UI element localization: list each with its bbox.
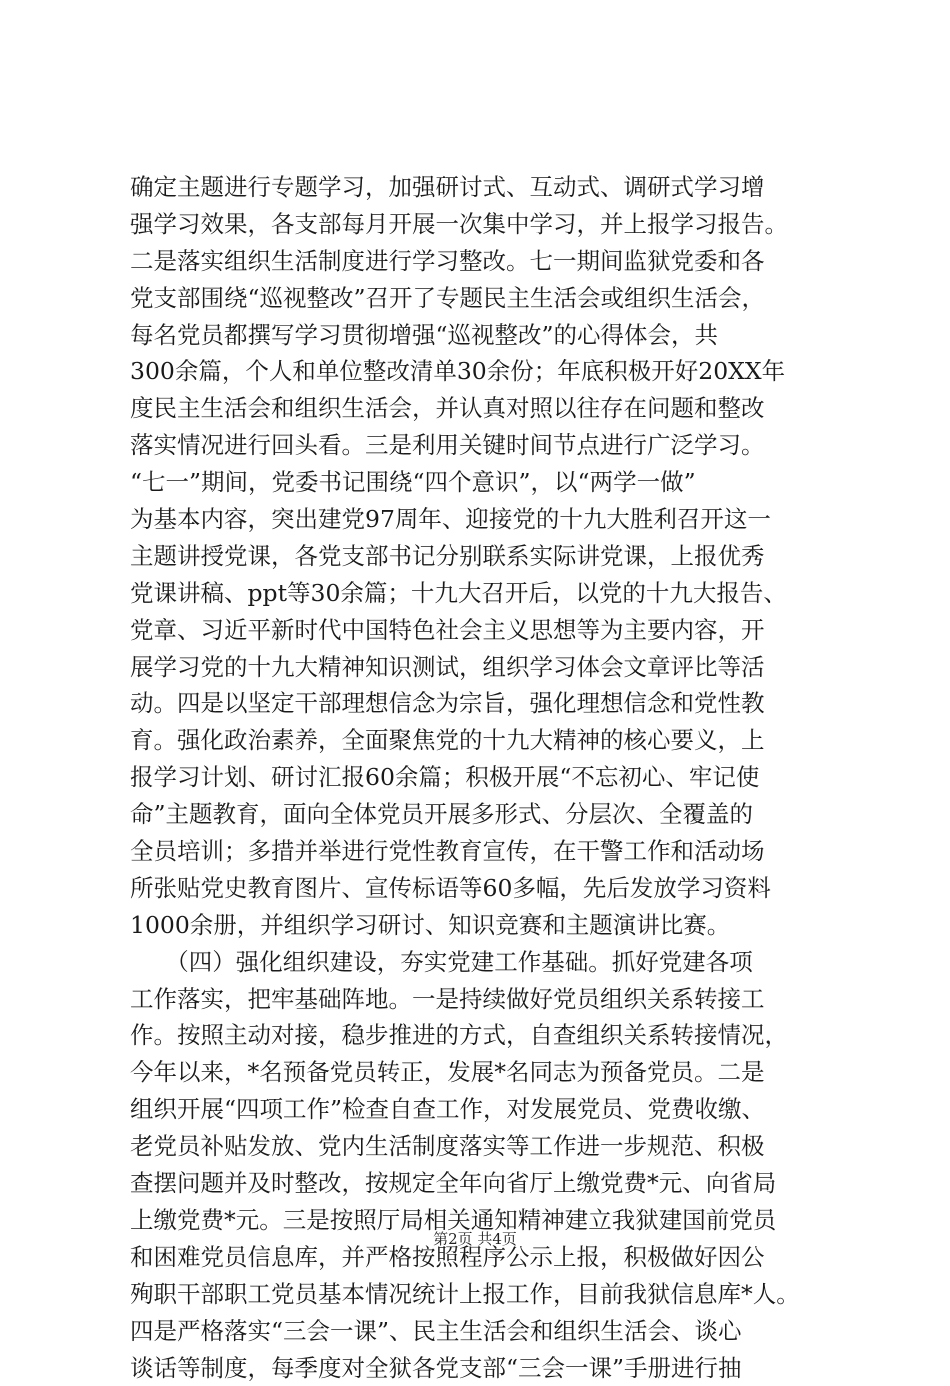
text-line: 党支部围绕“巡视整改”召开了专题民主生活会或组织生活会， [130, 280, 830, 317]
text-line: 每名党员都撰写学习贯彻增强“巡视整改”的心得体会，共 [130, 317, 830, 354]
text-line: 党章、习近平新时代中国特色社会主义思想等为主要内容，开 [130, 612, 830, 649]
text-line: 查摆问题并及时整改，按规定全年向省厅上缴党费*元、向省局 [130, 1165, 830, 1202]
text-line: 度民主生活会和组织生活会，并认真对照以往存在问题和整改 [130, 390, 830, 427]
text-line: 殉职干部职工党员基本情况统计上报工作，目前我狱信息库*人。 [130, 1276, 830, 1313]
text-line: 谈话等制度，每季度对全狱各党支部“三会一课”手册进行抽 [130, 1350, 830, 1386]
text-line: 确定主题进行专题学习，加强研讨式、互动式、调研式学习增 [130, 169, 830, 206]
text-line: 组织开展“四项工作”检查自查工作，对发展党员、党费收缴、 [130, 1091, 830, 1128]
text-line: 落实情况进行回头看。三是利用关键时间节点进行广泛学习。 [130, 427, 830, 464]
text-line: 党课讲稿、ppt等30余篇；十九大召开后，以党的十九大报告、 [130, 575, 830, 612]
text-line: 二是落实组织生活制度进行学习整改。七一期间监狱党委和各 [130, 243, 830, 280]
text-line: 展学习党的十九大精神知识测试，组织学习体会文章评比等活 [130, 649, 830, 686]
text-line: 和困难党员信息库，并严格按照程序公示上报，积极做好因公 [130, 1239, 830, 1276]
text-line: 动。四是以坚定干部理想信念为宗旨，强化理想信念和党性教 [130, 685, 830, 722]
page-number: 第2页 共4页 [433, 1230, 517, 1248]
text-line: 为基本内容，突出建党97周年、迎接党的十九大胜利召开这一 [130, 501, 830, 538]
text-line: 育。强化政治素养，全面聚焦党的十九大精神的核心要义，上 [130, 722, 830, 759]
text-line: 报学习计划、研讨汇报60余篇；积极开展“不忘初心、牢记使 [130, 759, 830, 796]
text-line: 今年以来，*名预备党员转正，发展*名同志为预备党员。二是 [130, 1054, 830, 1091]
text-line: 1000余册，并组织学习研讨、知识竞赛和主题演讲比赛。 [130, 907, 830, 944]
page-footer [0, 1228, 950, 1249]
text-line: （四）强化组织建设，夯实党建工作基础。抓好党建各项 [130, 944, 830, 981]
text-line: 老党员补贴发放、党内生活制度落实等工作进一步规范、积极 [130, 1128, 830, 1165]
body-text [130, 169, 830, 1386]
text-line: “七一”期间，党委书记围绕“四个意识”，以“两学一做” [130, 464, 830, 501]
text-line: 全员培训；多措并举进行党性教育宣传，在干警工作和活动场 [130, 833, 830, 870]
text-line: 强学习效果，各支部每月开展一次集中学习，并上报学习报告。 [130, 206, 830, 243]
text-line: 四是严格落实“三会一课”、民主生活会和组织生活会、谈心 [130, 1313, 830, 1350]
text-line: 主题讲授党课，各党支部书记分别联系实际讲党课，上报优秀 [130, 538, 830, 575]
text-line: 作。按照主动对接，稳步推进的方式，自查组织关系转接情况， [130, 1017, 830, 1054]
text-line: 300余篇，个人和单位整改清单30余份；年底积极开好20XX年 [130, 353, 830, 390]
text-line: 上缴党费*元。三是按照厅局相关通知精神建立我狱建国前党员 [130, 1202, 830, 1239]
text-line: 所张贴党史教育图片、宣传标语等60多幅，先后发放学习资料 [130, 870, 830, 907]
text-line: 工作落实，把牢基础阵地。一是持续做好党员组织关系转接工 [130, 981, 830, 1018]
text-line: 命”主题教育，面向全体党员开展多形式、分层次、全覆盖的 [130, 796, 830, 833]
